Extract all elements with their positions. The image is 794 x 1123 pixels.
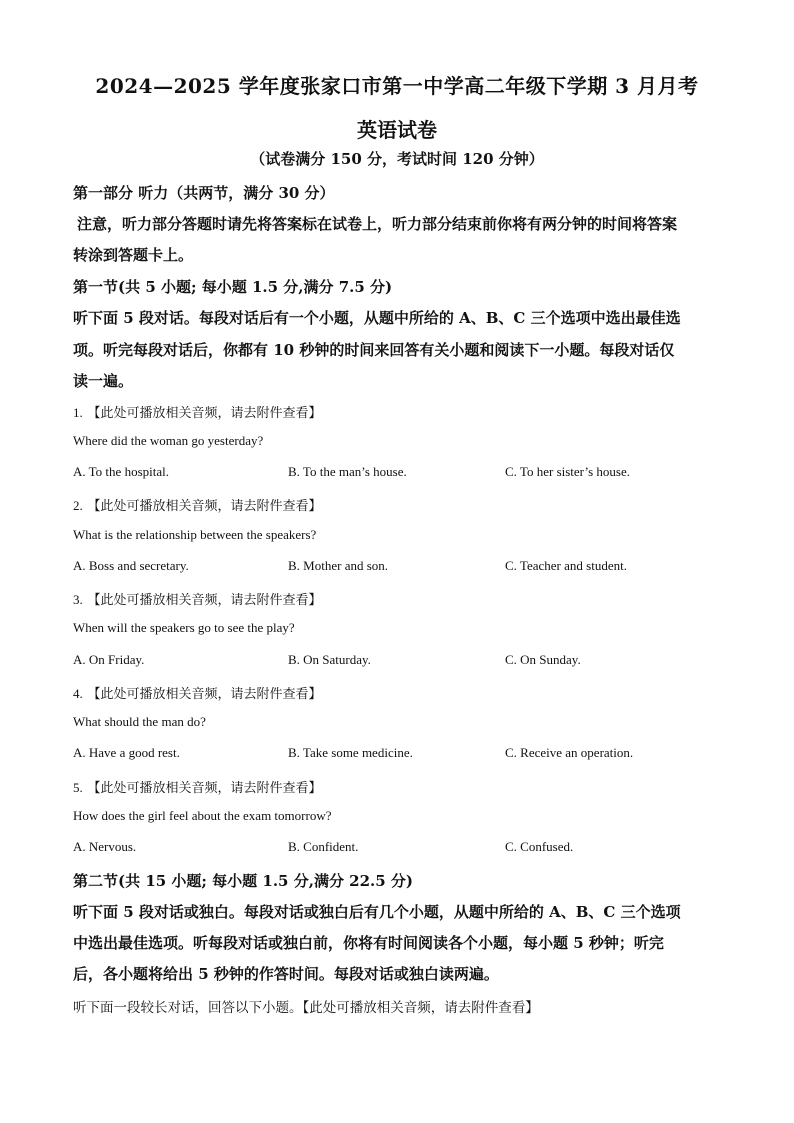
section2-instruction-line1: 听下面 5 段对话或独白。每段对话或独白后有几个小题，从题中所给的 A、B、C 三个选项	[73, 903, 681, 921]
section1-instruction-line2: 项。听完每段对话后，你都有 10 秒钟的时间来回答有关小题和阅读下一小题。每段对话仅	[73, 341, 675, 359]
question-1-option-b[interactable]: B. To the man’s house.	[288, 464, 407, 479]
question-5-option-b[interactable]: B. Confident.	[288, 839, 359, 854]
question-2-number: 2.	[73, 498, 83, 513]
question-5-audio-row	[73, 777, 733, 796]
question-3-audio-row	[73, 589, 733, 608]
question-4-audio-row	[73, 683, 733, 702]
exam-meta: （试卷满分 150 分，考试时间 120 分钟）	[250, 150, 544, 168]
section2-instruction-line2: 中选出最佳选项。听每段对话或独白前，你将有时间阅读各个小题，每小题 5 秒钟；听完	[73, 934, 664, 952]
question-1-number: 1.	[73, 405, 83, 420]
subject-title: 英语试卷	[357, 118, 437, 142]
section2-heading: 第二节(共 15 小题; 每小题 1.5 分,满分 22.5 分)	[73, 872, 414, 890]
question-5-option-c[interactable]: C. Confused.	[505, 839, 574, 854]
question-3-stem: When will the speakers go to see the play?	[73, 620, 295, 635]
section1-heading: 第一节(共 5 小题; 每小题 1.5 分,满分 7.5 分)	[73, 278, 393, 296]
question-4-number: 4.	[73, 686, 83, 701]
question-4-option-c[interactable]: C. Receive an operation.	[505, 745, 634, 760]
question-2-audio-link[interactable]: 【此处可播放相关音频，请去附件查看】	[87, 499, 322, 514]
section2-instruction-line3: 后，各小题将给出 5 秒钟的作答时间。每段对话或独白读两遍。	[73, 965, 499, 983]
question-1-audio-row	[73, 402, 733, 421]
question-5-option-a[interactable]: A. Nervous.	[73, 839, 137, 854]
part1-note-line2: 转涂到答题卡上。	[73, 246, 194, 264]
question-3-option-a[interactable]: A. On Friday.	[73, 652, 145, 667]
question-2-stem: What is the relationship between the speakers?	[73, 527, 317, 542]
question-4-stem: What should the man do?	[73, 714, 206, 729]
question-2-option-b[interactable]: B. Mother and son.	[288, 558, 389, 573]
question-1-stem: Where did the woman go yesterday?	[73, 433, 264, 448]
question-5-stem: How does the girl feel about the exam tomorrow?	[73, 808, 332, 823]
question-2-option-a[interactable]: A. Boss and secretary.	[73, 558, 189, 573]
question-2-option-c[interactable]: C. Teacher and student.	[505, 558, 627, 573]
exam-title: 2024—2025 学年度张家口市第一中学高二年级下学期 3 月月考	[95, 74, 699, 98]
section2-audio-prompt[interactable]: 听下面一段较长对话，回答以下小题。【此处可播放相关音频，请去附件查看】	[73, 1000, 539, 1016]
question-5-number: 5.	[73, 780, 83, 795]
question-4-audio-link[interactable]: 【此处可播放相关音频，请去附件查看】	[87, 687, 322, 702]
question-3-audio-link[interactable]: 【此处可播放相关音频，请去附件查看】	[87, 593, 322, 608]
question-4-option-b[interactable]: B. Take some medicine.	[288, 745, 413, 760]
section1-instruction-line3: 读一遍。	[73, 372, 134, 390]
question-3-option-c[interactable]: C. On Sunday.	[505, 652, 581, 667]
question-5-audio-link[interactable]: 【此处可播放相关音频，请去附件查看】	[87, 781, 322, 796]
question-3-number: 3.	[73, 592, 83, 607]
question-1-option-c[interactable]: C. To her sister’s house.	[505, 464, 630, 479]
part1-note-line1: 注意，听力部分答题时请先将答案标在试卷上，听力部分结束前你将有两分钟的时间将答案	[77, 215, 678, 233]
question-2-audio-row	[73, 495, 733, 514]
part1-heading: 第一部分 听力（共两节，满分 30 分）	[73, 184, 335, 202]
question-4-option-a[interactable]: A. Have a good rest.	[73, 745, 180, 760]
question-1-audio-link[interactable]: 【此处可播放相关音频，请去附件查看】	[87, 406, 322, 421]
question-3-option-b[interactable]: B. On Saturday.	[288, 652, 371, 667]
question-1-option-a[interactable]: A. To the hospital.	[73, 464, 169, 479]
section1-instruction-line1: 听下面 5 段对话。每段对话后有一个小题，从题中所给的 A、B、C 三个选项中选出最佳选	[73, 309, 681, 327]
